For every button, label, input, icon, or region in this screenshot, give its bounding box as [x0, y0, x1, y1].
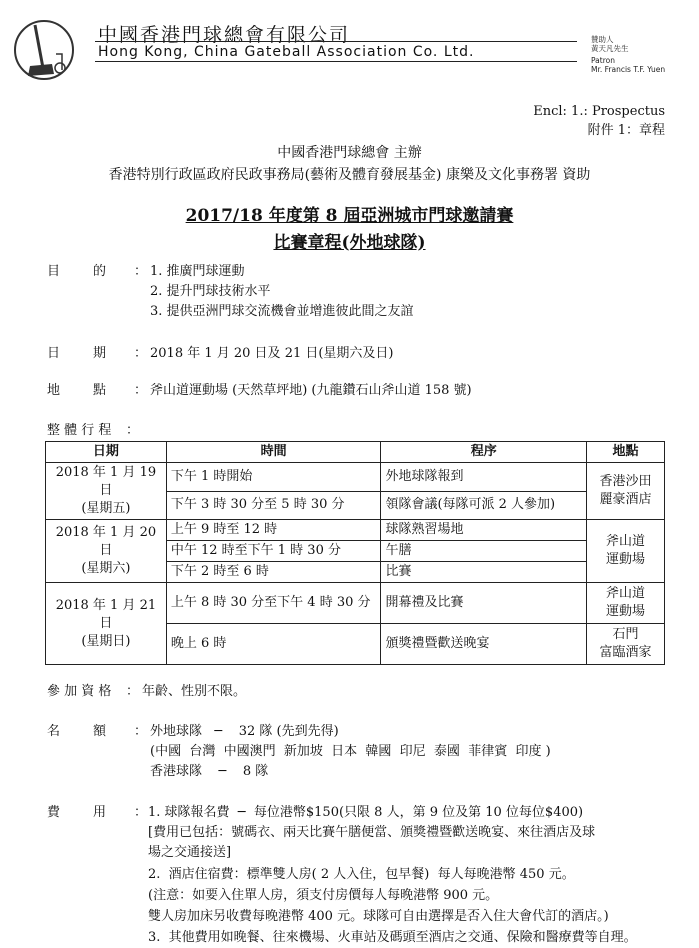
purpose-item-3: 3. 提供亞洲門球交流機會並增進彼此間之友誼	[150, 304, 414, 319]
schedule-label: 整 體 行 程	[47, 423, 112, 438]
table-row	[46, 583, 665, 624]
day1-date: 2018 年 1 月 19 日	[55, 465, 157, 498]
date-label: 日 期	[47, 346, 107, 361]
time-cell: 中午 12 時至下午 1 時 30 分	[166, 541, 381, 562]
day1-location-line1: 香港沙田	[599, 474, 652, 489]
fee-line-6: 雙人房加床另收費每晚港幣 400 元。球隊可自由選擇是否入住大會代訂的酒店。)	[148, 909, 609, 924]
quota-label: 名 額	[47, 724, 107, 739]
fee-line-4: 2. 酒店住宿費：標準雙人房( 2 人入住，包早餐) 每人每晚港幣 450 元。	[148, 867, 575, 882]
time-cell: 下午 2 時至 6 時	[166, 562, 381, 583]
time-cell: 下午 1 時開始	[166, 463, 381, 492]
quota-overseas: 外地球隊 ─ 32 隊 (先到先得)	[150, 724, 339, 739]
patron-title-cn: 贊助人	[591, 35, 614, 44]
patron-name-cn: 黃天凡先生	[591, 44, 629, 53]
patron-title-en: Patron	[591, 56, 615, 65]
header-divider	[95, 41, 577, 42]
venue-value: 斧山道運動場 (天然草坪地) (九龍鑽石山斧山道 158 號)	[150, 383, 472, 398]
document-title: 比賽章程(外地球隊)	[273, 233, 426, 253]
colon: ：	[134, 724, 148, 739]
patron-block	[591, 35, 665, 74]
time-cell: 上午 9 時至 12 時	[166, 520, 381, 541]
program-cell: 開幕禮及比賽	[381, 583, 587, 624]
header-time: 時間	[166, 442, 381, 463]
program-cell: 領隊會議(每隊可派 2 人參加)	[381, 491, 587, 520]
fee-line-3: 場之交通接送]	[148, 845, 232, 860]
day1-weekday: (星期五)	[81, 501, 131, 516]
venue-label: 地 點	[47, 383, 107, 398]
colon: ：	[134, 383, 148, 398]
day2-date: 2018 年 1 月 20 日	[55, 525, 157, 558]
header-date: 日期	[46, 442, 167, 463]
day2-location-line2: 運動場	[606, 552, 646, 567]
program-cell: 頒獎禮暨歡送晚宴	[381, 624, 587, 665]
organizer-line: 中國香港門球總會 主辦	[277, 145, 422, 161]
time-cell: 下午 3 時 30 分至 5 時 30 分	[166, 491, 381, 520]
header-divider-lower	[95, 61, 577, 62]
colon: ：	[134, 264, 148, 279]
schedule-header-row	[46, 442, 665, 463]
fees-label: 費 用	[47, 805, 107, 820]
program-cell: 球隊熟習場地	[381, 520, 587, 541]
patron-name-en: Mr. Francis T.F. Yuen	[591, 65, 666, 74]
location-line1: 石門	[612, 627, 639, 642]
quota-countries: (中國 台灣 中國澳門 新加坡 日本 韓國 印尼 泰國 菲律賓 印度 )	[150, 744, 551, 759]
day1-location-cell	[587, 463, 665, 520]
colon: ：	[126, 684, 140, 699]
fee-line-2: [費用已包括：號碼衣、兩天比賽午膳便當、頒獎禮暨歡送晚宴、來往酒店及球	[148, 825, 596, 840]
enclosure-en: Encl: 1.: Prospectus	[533, 104, 665, 119]
date-value: 2018 年 1 月 20 日及 21 日(星期六及日)	[150, 346, 394, 361]
day3-location-cell-2	[587, 624, 665, 665]
purpose-item-2: 2. 提升門球技術水平	[150, 284, 271, 299]
day2-weekday: (星期六)	[81, 561, 131, 576]
fee-line-1: 1. 球隊報名費 ─ 每位港幣$150(只限 8 人，第 9 位及第 10 位每位$400)	[148, 805, 584, 820]
colon: ：	[134, 805, 148, 820]
fee-line-5: (注意：如要入住單人房，須支付房價每人每晚港幣 900 元。	[148, 888, 499, 903]
schedule-table	[45, 441, 665, 665]
location-line2: 富臨酒家	[599, 645, 652, 660]
day3-location-cell-1	[587, 583, 665, 624]
day3-date: 2018 年 1 月 21 日	[55, 597, 157, 631]
day1-date-cell	[46, 463, 167, 520]
enclosure-cn: 附件 1：章程	[587, 123, 665, 138]
location-line1: 斧山道	[606, 586, 646, 601]
purpose-item-1: 1. 推廣門球運動	[150, 264, 245, 279]
table-row	[46, 520, 665, 541]
day2-date-cell	[46, 520, 167, 583]
program-cell: 午膳	[381, 541, 587, 562]
purpose-label: 目 的	[47, 264, 107, 279]
eligibility-label: 參 加 資 格	[47, 684, 112, 699]
day3-weekday: (星期日)	[81, 633, 131, 649]
eligibility-value: 年齡、性別不限。	[142, 684, 247, 699]
day2-location-line1: 斧山道	[606, 534, 646, 549]
table-row	[46, 463, 665, 492]
fee-line-7: 3. 其他費用如晚餐、往來機場、火車站及碼頭至酒店之交通、保險和醫療費等自理。	[148, 930, 637, 945]
day3-date-cell	[46, 583, 167, 665]
colon: ：	[134, 346, 148, 361]
event-title: 2017/18 年度第 8 屆亞洲城市門球邀請賽	[185, 206, 514, 226]
colon: ：	[126, 423, 140, 438]
org-name-chinese: 中國香港門球總會有限公司	[98, 24, 351, 46]
association-logo	[10, 10, 78, 90]
sponsor-line: 香港特別行政區政府民政事務局(藝術及體育發展基金) 康樂及文化事務署 資助	[108, 167, 591, 183]
day2-location-cell	[587, 520, 665, 583]
day1-location-line2: 麗豪酒店	[599, 492, 652, 507]
location-line2: 運動場	[606, 604, 646, 619]
time-cell: 上午 8 時 30 分至下午 4 時 30 分	[166, 583, 381, 624]
program-cell: 比賽	[381, 562, 587, 583]
header-location: 地點	[587, 442, 665, 463]
program-cell: 外地球隊報到	[381, 463, 587, 492]
org-name-english: Hong Kong, China Gateball Association Co. Ltd.	[98, 44, 475, 60]
quota-hongkong: 香港球隊 ─ 8 隊	[150, 764, 269, 779]
header-program: 程序	[381, 442, 587, 463]
time-cell: 晚上 6 時	[166, 624, 381, 665]
